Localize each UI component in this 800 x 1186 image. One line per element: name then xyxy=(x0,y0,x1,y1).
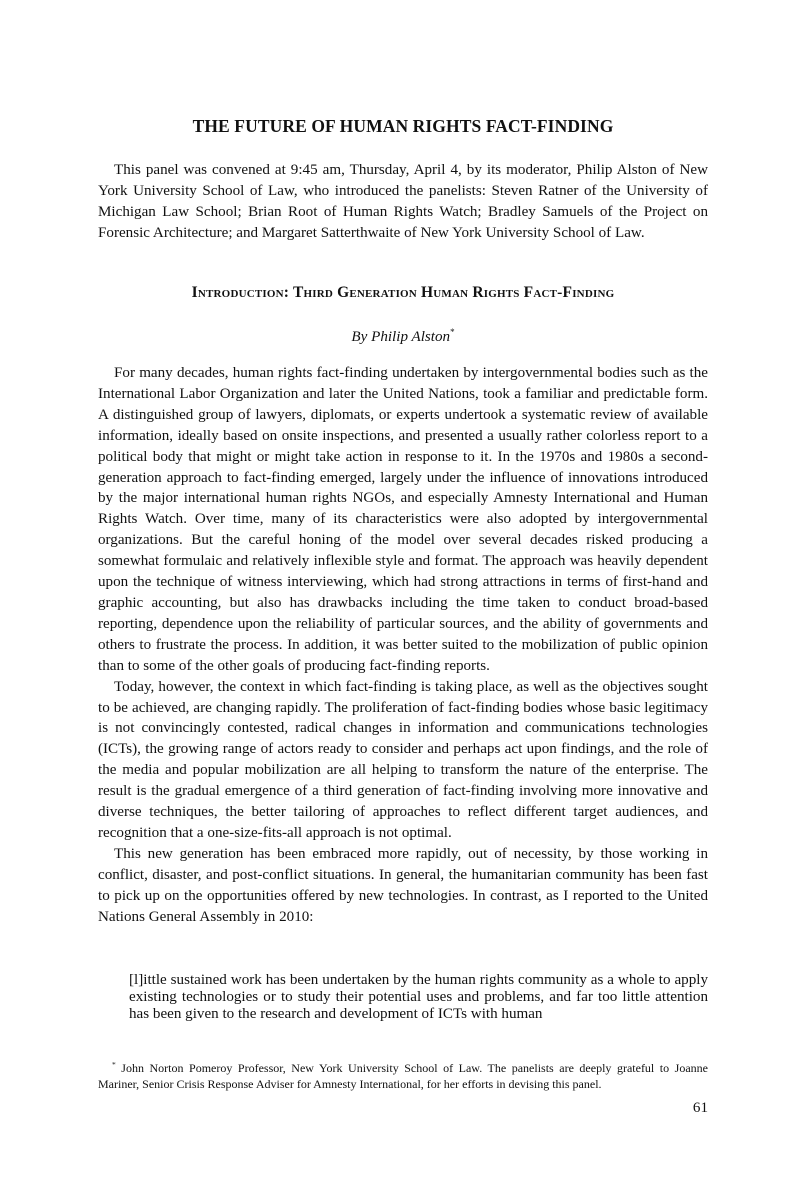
footnote xyxy=(98,1057,708,1092)
footnote-text: John Norton Pomeroy Professor, New York University School of Law. The panelists are deeply grateful to Joanne Mariner, Senior Crisis Response Adviser for Amnesty International, for her efforts in devising this panel. xyxy=(98,1061,709,1091)
body-paragraph-3: This new generation has been embraced more rapidly, out of necessity, by those working in conflict, disaster, and post-conflict situations. In general, the humanitarian community has been fast to pick up on the opportunities offered by new technologies. In contrast, as I reported to the United Nations General Assembly in 2010: xyxy=(98,845,708,925)
section-heading: Introduction: Third Generation Human Rights Fact-Finding xyxy=(191,284,615,301)
intro-paragraph: This panel was convened at 9:45 am, Thursday, April 4, by its moderator, Philip Alston of New York University School of Law, who introduced the panelists: Steven Ratner of the University of Michigan Law School; Brian Root of Human Rights Watch; Bradley Samuels of the Project on Forensic Architecture; and Margaret Satterthwaite of New York University School of Law. xyxy=(98,162,708,241)
body-paragraph-2: Today, however, the context in which fact-finding is taking place, as well as the objectives sought to be achieved, are changing rapidly. The proliferation of fact-finding bodies whose basic legitimacy is not convincingly contested, radical changes in information and communications technologies (ICTs), the growing range of actors ready to consider and perhaps act upon findings, and the role of the media and popular mobilization are all helping to transform the nature of the enterprise. The result is the gradual emergence of a third generation of fact-finding involving more innovative and diverse techniques, the better tailoring of approaches to reflect different target audiences, and recognition that a one-size-fits-all approach is not optimal. xyxy=(98,678,708,841)
page-title: THE FUTURE OF HUMAN RIGHTS FACT-FINDING xyxy=(192,116,614,136)
byline-footnote-marker: * xyxy=(450,327,455,337)
article-body xyxy=(98,363,708,927)
block-quote: [l]ittle sustained work has been undertaken by the human rights community as a whole to apply existing technologies or to study their potential uses and problems, and far too little attention has been given to the research and development of ICTs with human xyxy=(129,972,708,1023)
body-paragraph-1: For many decades, human rights fact-finding undertaken by intergovernmental bodies such as the International Labor Organization and later the United Nations, took a familiar and predictable form. A distinguished group of lawyers, diplomats, or experts undertook a systematic review of available information, ideally based on onsite inspections, and presented a usually rather colorless report to a political body that might or might take action in response to it. In the 1970s and 1980s a second-generation approach to fact-finding emerged, largely under the influence of innovations introduced by the major international human rights NGOs, and especially Amnesty International and Human Rights Watch. Over time, many of its characteristics were also adopted by intergovernmental organizations. But the careful honing of the model over several decades risked producing a somewhat formulaic and relatively inflexible style and format. The approach was heavily dependent upon the technique of witness interviewing, which had strong attractions in terms of first-hand and graphic accounting, but also has drawbacks including the time taken to conduct broad-based reporting, dependence upon the reliability of particular sources, and the ability of governments and others to frustrate the process. In addition, it was better suited to the mobilization of public opinion than to some of the other goals of producing fact-finding reports. xyxy=(98,365,708,674)
footnote-marker: * xyxy=(112,1060,116,1069)
byline-text: By Philip Alston xyxy=(351,329,451,346)
page-number: 61 xyxy=(692,1100,708,1116)
byline xyxy=(98,327,708,346)
